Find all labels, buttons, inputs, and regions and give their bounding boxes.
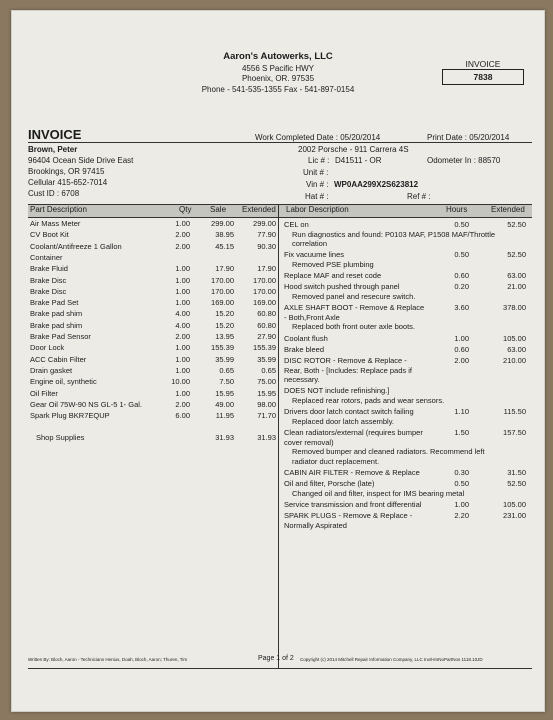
labor-header-desc: Labor Description: [286, 205, 349, 214]
labor-note: Removed PSE plumbing: [292, 259, 374, 269]
ref-label: Ref # :: [407, 192, 431, 201]
shop-name: Aaron's Autowerks, LLC: [223, 51, 333, 62]
part-row: [28, 332, 278, 343]
invoice-page: [11, 10, 545, 712]
license-label: Lic # :: [308, 156, 330, 165]
labor-hours: 1.00: [454, 499, 469, 509]
labor-note: Run diagnostics and found: P0103 MAF, P1508 MAF/Throttle correlation: [292, 229, 496, 248]
unit-label: Unit # :: [303, 168, 329, 177]
labor-desc: Clean radiators/external (requires bumper cover removal): [284, 428, 423, 447]
labor-note: Changed oil and filter, inspect for IMS bearing metal: [292, 488, 465, 498]
part-sale: 11.95: [215, 411, 234, 421]
part-sale: 15.95: [215, 388, 234, 398]
part-sale: 0.65: [219, 365, 234, 375]
labor-hours: 0.60: [454, 271, 469, 281]
part-row: [28, 309, 278, 320]
part-desc: Spark Plug BKR7EQUP: [30, 411, 110, 421]
part-sale: 49.00: [215, 399, 234, 409]
part-ext: 299.00: [253, 219, 276, 228]
part-ext: 35.99: [257, 354, 276, 364]
part-row: [28, 355, 278, 366]
labor-ext: 231.00: [503, 511, 526, 521]
part-row: [28, 219, 278, 230]
labor-hours: 0.50: [454, 220, 469, 229]
customer-name: Brown, Peter: [28, 145, 78, 154]
labor-note: Removed bumper and cleaned radiators. Recommend left radiator duct replacement.: [292, 447, 485, 466]
part-qty: 1.00: [175, 354, 190, 364]
part-qty: 6.00: [175, 411, 190, 421]
part-sale: 15.20: [215, 320, 234, 330]
part-desc: Brake Pad Set: [30, 298, 79, 308]
shop-supplies-ext: 31.93: [257, 433, 276, 442]
part-desc: Brake Fluid: [30, 264, 68, 274]
part-sale: 170.00: [211, 275, 234, 285]
parts-header-desc: Part Description: [30, 205, 87, 214]
labor-desc: Replace MAF and reset code: [284, 271, 382, 281]
footer-rule: [28, 668, 532, 669]
part-desc: Container: [30, 252, 63, 262]
part-desc: Air Mass Meter: [30, 219, 81, 228]
labor-entry: [284, 356, 534, 385]
labor-hours: 1.00: [454, 333, 469, 343]
part-row: [28, 377, 278, 388]
labor-hours: 2.20: [454, 511, 469, 521]
labor-ext: 52.50: [507, 250, 526, 260]
labor-hours: 0.50: [454, 479, 469, 489]
labor-entry: [284, 500, 534, 510]
labor-desc: Coolant flush: [284, 333, 328, 343]
labor-header-hours: Hours: [446, 205, 468, 214]
parts-header-qty: Qty: [179, 205, 192, 214]
labor-desc: DISC ROTOR - Remove & Replace - Rear, Both - [Includes: Replace pads if necessary.: [284, 356, 412, 385]
part-ext: 155.39: [253, 343, 276, 353]
labor-desc: Brake bleed: [284, 344, 325, 354]
shop-supplies-sale: 31.93: [215, 433, 234, 442]
labor-hours: 0.60: [454, 344, 469, 354]
part-row: [28, 389, 278, 400]
labor-desc: AXLE SHAFT BOOT - Remove & Replace - Both,Front Axle: [284, 303, 425, 322]
part-ext: 15.95: [257, 388, 276, 398]
part-desc: Engine oil, synthetic: [30, 377, 97, 387]
part-sale: 299.00: [211, 219, 234, 228]
part-row: [28, 411, 278, 422]
part-row: [28, 287, 278, 298]
labor-desc: Hood switch pushed through panel: [284, 282, 400, 292]
part-row: [28, 343, 278, 354]
labor-hours: 0.30: [454, 467, 469, 477]
print-date: Print Date : 05/20/2014: [427, 133, 510, 142]
labor-entry: [284, 220, 534, 249]
labor-note: Replaced rear rotors, pads and wear sensors.: [292, 395, 445, 405]
labor-ext: 63.00: [507, 271, 526, 281]
labor-ext: 105.00: [503, 333, 526, 343]
part-qty: 1.00: [175, 343, 190, 353]
customer-cellular: Cellular 415-652-7014: [28, 178, 108, 187]
part-qty: 1.00: [175, 275, 190, 285]
part-ext: 60.80: [257, 320, 276, 330]
labor-ext: 63.00: [507, 344, 526, 354]
part-sale: 170.00: [211, 286, 234, 296]
labor-desc: Drivers door latch contact switch failing: [284, 407, 414, 417]
shop-supplies-row: [28, 433, 278, 444]
labor-header-ext: Extended: [491, 205, 525, 214]
labor-ext: 115.50: [503, 407, 526, 417]
labor-ext: 52.50: [507, 479, 526, 489]
part-row: [28, 366, 278, 377]
part-row: [28, 253, 278, 264]
labor-entry: [284, 282, 534, 301]
labor-hours: 2.00: [454, 356, 469, 366]
labor-desc: CABIN AIR FILTER - Remove & Replace: [284, 467, 420, 477]
part-qty: 4.00: [175, 320, 190, 330]
labor-desc: CEL on: [284, 220, 309, 229]
part-ext: 75.00: [257, 377, 276, 387]
labor-desc: SPARK PLUGS - Remove & Replace - Normally Aspirated: [284, 511, 413, 530]
license-value: D41511 - OR: [335, 156, 382, 165]
labor-entry: [284, 479, 534, 498]
header-rule: [28, 142, 532, 143]
labor-entry: [284, 250, 534, 269]
part-desc: Door Lock: [30, 343, 65, 353]
part-desc: CV Boot Kit: [30, 230, 69, 240]
part-sale: 38.95: [215, 230, 234, 240]
part-qty: 2.00: [175, 241, 190, 251]
part-ext: 98.00: [257, 399, 276, 409]
part-ext: 0.65: [261, 365, 276, 375]
labor-note: Replaced door latch assembly.: [292, 416, 394, 426]
odometer: Odometer In : 88570: [427, 156, 501, 165]
labor-ext: 31.50: [507, 467, 526, 477]
part-desc: Oil Filter: [30, 388, 58, 398]
labor-hours: 0.50: [454, 250, 469, 260]
part-desc: Brake pad shim: [30, 320, 83, 330]
part-qty: 1.00: [175, 298, 190, 308]
part-ext: 71.70: [257, 411, 276, 421]
labor-entry: [284, 345, 534, 355]
shop-address: 4556 S Pacific HWY: [241, 64, 315, 73]
labor-entry: [284, 334, 534, 344]
part-sale: 45.15: [215, 241, 234, 251]
shop-city: Phoenix, OR. 97535: [241, 74, 315, 83]
labor-desc: Oil and filter, Porsche (late): [284, 479, 375, 489]
part-ext: 17.90: [257, 264, 276, 274]
part-desc: Brake Pad Sensor: [30, 332, 91, 341]
labor-hours: 1.10: [454, 407, 469, 417]
labor-entry: [284, 511, 534, 530]
part-row: [28, 276, 278, 287]
part-ext: 27.90: [257, 332, 276, 341]
labor-entry: [284, 407, 534, 426]
labor-ext: 210.00: [503, 356, 526, 366]
shop-phones: Phone - 541-535-1355 Fax - 541-897-0154: [201, 85, 355, 94]
part-desc: Brake Disc: [30, 286, 67, 296]
vin-label: Vin # :: [306, 180, 329, 189]
page-number: Page 1 of 2: [258, 655, 294, 662]
part-qty: 10.00: [171, 377, 190, 387]
part-ext: 169.00: [253, 298, 276, 308]
part-qty: 1.00: [175, 219, 190, 228]
customer-city: Brookings, OR 97415: [28, 167, 105, 176]
part-row: [28, 242, 278, 253]
labor-note: Removed panel and resecure switch.: [292, 291, 416, 301]
labor-entry: [284, 386, 534, 405]
shop-supplies-desc: Shop Supplies: [36, 433, 85, 442]
part-ext: 170.00: [253, 286, 276, 296]
vehicle-desc: 2002 Porsche - 911 Carrera 4S: [298, 145, 409, 154]
part-row: [28, 400, 278, 411]
part-desc: Coolant/Antifreeze 1 Gallon: [30, 241, 122, 251]
part-desc: Brake pad shim: [30, 309, 83, 319]
part-desc: Brake Disc: [30, 275, 67, 285]
part-row: [28, 230, 278, 241]
labor-ext: 105.00: [503, 499, 526, 509]
customer-street: 96404 Ocean Side Drive East: [28, 156, 134, 165]
labor-entry: [284, 303, 534, 332]
part-sale: 155.39: [211, 343, 234, 353]
customer-id: Cust ID : 6708: [28, 189, 80, 198]
labor-ext: 52.50: [507, 220, 526, 229]
part-sale: 13.95: [215, 332, 234, 341]
part-desc: ACC Cabin Filter: [30, 354, 87, 364]
vin-value: WP0AA299X2S623812: [334, 180, 419, 189]
invoice-number: 7838: [442, 69, 524, 85]
part-ext: 90.30: [257, 241, 276, 251]
part-qty: 2.00: [175, 332, 190, 341]
part-ext: 77.90: [257, 230, 276, 240]
part-qty: 4.00: [175, 309, 190, 319]
part-sale: 17.90: [215, 264, 234, 274]
part-sale: 7.50: [219, 377, 234, 387]
labor-desc: Service transmission and front differential: [284, 499, 422, 509]
labor-hours: 3.60: [454, 303, 469, 313]
work-completed-date: Work Completed Date : 05/20/2014: [255, 133, 381, 142]
part-qty: 2.00: [175, 399, 190, 409]
labor-entry: [284, 271, 534, 281]
part-ext: 60.80: [257, 309, 276, 319]
part-qty: 2.00: [175, 230, 190, 240]
labor-ext: 378.00: [503, 303, 526, 313]
part-desc: Gear Oil 75W-90 NS GL-5 1- Gal.: [30, 399, 142, 409]
copyright: Copyright (c) 2014 Mitchell Repair Information Company, LLC Inv/HrsNoPartNos 1118.10JD: [300, 657, 483, 662]
labor-ext: 157.50: [503, 428, 526, 437]
labor-hours: 1.50: [454, 428, 469, 437]
part-qty: 1.00: [175, 365, 190, 375]
written-by: Written By: Bloch, Aaron - Technicians Henius, Doah, Bloch, Aaron; Thuren, Tim: [28, 657, 188, 662]
invoice-title: INVOICE: [28, 127, 82, 142]
labor-desc: Fix vacuume lines: [284, 250, 345, 260]
part-sale: 169.00: [211, 298, 234, 308]
hat-label: Hat # :: [305, 192, 329, 201]
part-row: [28, 298, 278, 309]
labor-ext: 21.00: [507, 282, 526, 292]
part-qty: 1.00: [175, 264, 190, 274]
column-divider: [278, 204, 279, 668]
part-desc: Drain gasket: [30, 365, 73, 375]
labor-hours: 0.20: [454, 282, 469, 292]
invoice-number-label: INVOICE: [465, 59, 501, 69]
part-sale: 35.99: [215, 354, 234, 364]
labor-desc: DOES NOT include refinishing.]: [284, 386, 390, 396]
labor-entry: [284, 468, 534, 478]
parts-header-ext: Extended: [242, 205, 276, 214]
part-row: [28, 264, 278, 275]
part-qty: 1.00: [175, 286, 190, 296]
labor-note: Replaced both front outer axle boots.: [292, 322, 415, 332]
labor-entry: [284, 428, 534, 466]
part-qty: 1.00: [175, 388, 190, 398]
part-row: [28, 321, 278, 332]
part-sale: 15.20: [215, 309, 234, 319]
part-ext: 170.00: [253, 275, 276, 285]
parts-header-sale: Sale: [210, 205, 227, 214]
